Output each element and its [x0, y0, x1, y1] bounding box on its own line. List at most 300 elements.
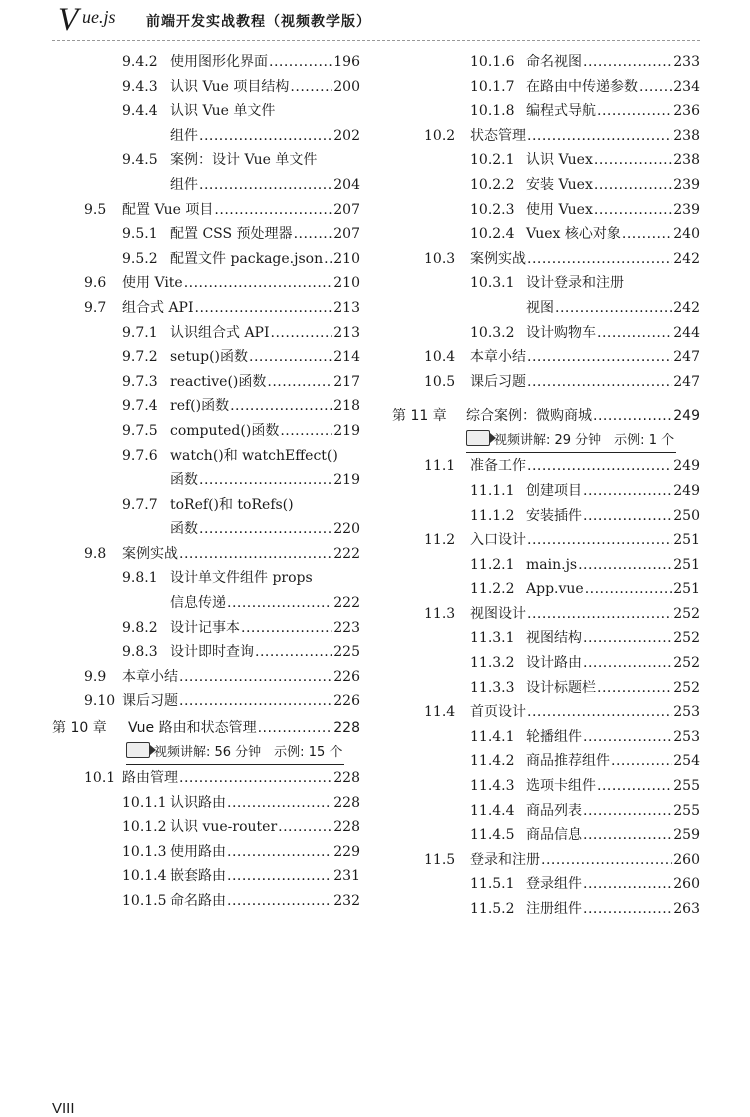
page-ref: 236 [673, 103, 700, 120]
toc-entry [526, 173, 700, 198]
section-number: 9.8 [84, 545, 107, 562]
video-info-row [52, 742, 360, 766]
dot-leader [199, 468, 332, 493]
page-ref: 242 [673, 299, 700, 316]
section-number: 10.2.2 [470, 176, 515, 193]
section-number: 10.3.2 [470, 324, 515, 341]
toc-entry-row [392, 577, 700, 602]
dot-leader [594, 198, 672, 223]
toc-entry-row [52, 296, 360, 321]
toc-right-column [392, 50, 700, 922]
video-info [466, 430, 676, 453]
toc-entry [170, 173, 360, 198]
page-ref: 228 [333, 720, 360, 737]
section-number: 11.4.1 [470, 728, 515, 745]
toc-entry [526, 271, 625, 296]
toc-entry [170, 345, 360, 370]
page-ref: 207 [333, 201, 360, 218]
section-number: 10.2.3 [470, 201, 515, 218]
dot-leader [269, 50, 332, 75]
toc-entry [526, 872, 700, 897]
toc-entry [470, 700, 700, 725]
section-number: 9.8.2 [122, 619, 158, 636]
section-title: 编程式导航 [526, 103, 596, 120]
section-number: 10.3.1 [470, 275, 515, 292]
page-ref: 253 [673, 704, 700, 721]
toc-entry [526, 774, 700, 799]
page-ref: 263 [673, 901, 700, 917]
dot-leader [179, 689, 332, 714]
section-number: 9.4.2 [122, 54, 158, 70]
toc-entry-row [392, 749, 700, 774]
page-ref: 226 [333, 693, 360, 710]
dot-leader [227, 889, 332, 914]
section-title: 设计标题栏 [526, 679, 596, 696]
section-number: 10.1.1 [122, 794, 167, 811]
toc-entry [470, 247, 700, 272]
toc-entry-row [52, 75, 360, 100]
section-number: 11.3.3 [470, 679, 515, 696]
toc-entry-row [52, 640, 360, 665]
section-number: 11.4 [424, 704, 456, 721]
toc-entry-row [392, 479, 700, 504]
toc-entry [170, 616, 360, 641]
toc-entry-row [392, 700, 700, 725]
toc-entry [170, 50, 360, 75]
dot-leader [594, 173, 672, 198]
toc-left-column [52, 50, 360, 914]
toc-entry-row [52, 815, 360, 840]
toc-entry-row [52, 864, 360, 889]
dot-leader [583, 799, 672, 824]
toc-entry-row [52, 689, 360, 714]
section-number: 11.5.2 [470, 901, 515, 917]
dot-leader [527, 124, 672, 149]
section-title: 函数 [170, 472, 198, 489]
section-number: 9.4.5 [122, 152, 158, 169]
section-title: computed()函数 [170, 422, 280, 439]
toc-entry [526, 504, 700, 529]
section-number: 11.4.3 [470, 778, 515, 795]
header-divider [52, 40, 700, 41]
section-number: 10.1.5 [122, 893, 167, 909]
section-title: 课后习题 [122, 693, 178, 710]
dot-leader [527, 247, 672, 272]
section-title: 案例实战 [122, 545, 178, 562]
section-title: 设计路由 [526, 655, 582, 672]
section-title: 轮播组件 [526, 728, 582, 745]
section-title: 状态管理 [470, 127, 526, 144]
toc-entry [526, 75, 700, 100]
toc-entry-row [392, 124, 700, 149]
dot-leader [324, 247, 332, 272]
toc-entry-row [392, 799, 700, 824]
page-ref: 255 [673, 778, 700, 795]
section-number: 9.5 [84, 201, 107, 218]
section-number: 9.7.7 [122, 496, 158, 513]
page-ref: 250 [673, 507, 700, 524]
section-number: 10.1.7 [470, 78, 515, 95]
section-number: 9.7.6 [122, 447, 158, 464]
section-number: 11.2.1 [470, 556, 515, 573]
toc-entry [470, 848, 700, 873]
page-ref: 238 [673, 127, 700, 144]
toc-entry [470, 370, 700, 395]
page-ref: 252 [673, 679, 700, 696]
toc-entry [170, 247, 360, 272]
section-number: 9.7.5 [122, 422, 158, 439]
section-title: watch()和 watchEffect() [170, 447, 338, 464]
toc-entry [170, 591, 360, 616]
toc-entry [526, 626, 700, 651]
dot-leader [527, 370, 672, 395]
page-ref: 251 [673, 532, 700, 549]
toc-entry [526, 676, 700, 701]
toc-entry-row [392, 345, 700, 370]
video-info-text: 视频讲解: 56 分钟 示例: 15 个 [154, 745, 343, 761]
page-ref: 219 [333, 472, 360, 489]
dot-leader [585, 577, 673, 602]
dot-leader [583, 626, 672, 651]
dot-leader [583, 504, 672, 529]
page-ref: 260 [673, 851, 700, 868]
toc-entry-row [52, 493, 360, 518]
section-title: 路由管理 [122, 770, 178, 787]
dot-leader [278, 815, 332, 840]
toc-entry-row [392, 602, 700, 627]
section-title: 设计即时查询 [170, 644, 254, 661]
toc-entry-row [392, 370, 700, 395]
section-title: 入口设计 [470, 532, 526, 549]
section-title: 商品信息 [526, 827, 582, 844]
toc-entry-row [52, 394, 360, 419]
toc-entry [526, 148, 700, 173]
section-number: 10.2.1 [470, 152, 515, 169]
page-ref: 222 [333, 595, 360, 612]
toc-entry [170, 791, 360, 816]
section-number: 9.7.4 [122, 398, 158, 415]
toc-entry-row [392, 872, 700, 897]
dot-leader [578, 553, 672, 578]
toc-entry [526, 296, 700, 321]
page-ref: 213 [333, 299, 360, 316]
toc-entry [526, 799, 700, 824]
section-number: 9.7.3 [122, 373, 158, 390]
page-ref: 254 [673, 753, 700, 770]
dot-leader [527, 700, 672, 725]
toc-entry [170, 419, 360, 444]
section-title: 组合式 API [122, 299, 194, 316]
toc-entry-row [392, 774, 700, 799]
section-title: 案例实战 [470, 250, 526, 267]
section-number: 9.7 [84, 299, 107, 316]
section-title: 配置 Vue 项目 [122, 201, 214, 218]
dot-leader [611, 749, 672, 774]
section-number: 9.9 [84, 668, 107, 685]
toc-entry-row [52, 148, 360, 173]
toc-entry [170, 124, 360, 149]
section-number: 10.1.4 [122, 868, 167, 885]
dot-leader [527, 528, 672, 553]
toc-entry-row [392, 99, 700, 124]
toc-entry [170, 394, 360, 419]
dot-leader [639, 75, 672, 100]
section-number: 11.5.1 [470, 876, 515, 893]
page-ref: 247 [673, 373, 700, 390]
toc-entry-row [392, 296, 700, 321]
toc-entry [170, 99, 276, 124]
toc-entry [122, 665, 360, 690]
toc-chapter-row [52, 714, 360, 742]
dot-leader [583, 872, 672, 897]
toc-entry [122, 689, 360, 714]
toc-entry-row [52, 321, 360, 346]
brand-name: ue.js [82, 7, 116, 27]
book-series-title: 前端开发实战教程（视频教学版） [146, 14, 371, 30]
section-title: 使用路由 [170, 843, 226, 860]
toc-entry [170, 75, 360, 100]
section-title: 视图设计 [470, 605, 526, 622]
section-number: 11.1 [424, 458, 456, 475]
page-ref: 247 [673, 349, 700, 366]
dot-leader [255, 640, 332, 665]
section-title: 命名路由 [170, 893, 226, 909]
chapter-title: 综合案例：微购商城 [466, 408, 592, 425]
toc-entry-row [392, 75, 700, 100]
dot-leader [230, 394, 332, 419]
dot-leader [227, 840, 332, 865]
toc-entry-row [52, 889, 360, 914]
section-title: 设计单文件组件 props [170, 570, 313, 587]
section-title: 视图 [526, 299, 554, 316]
toc-entry [170, 889, 360, 914]
dot-leader [179, 542, 332, 567]
toc-entry [170, 321, 360, 346]
toc-entry [170, 148, 318, 173]
toc-entry-row [52, 198, 360, 223]
page-ref: 249 [673, 482, 700, 499]
toc-entry-row [392, 454, 700, 479]
section-number: 9.4.3 [122, 78, 158, 95]
dot-leader [527, 454, 672, 479]
toc-entry-row [52, 665, 360, 690]
toc-entry [526, 651, 700, 676]
page-header [52, 0, 700, 42]
dot-leader [290, 75, 332, 100]
toc-entry [170, 566, 314, 591]
page-ref: 253 [673, 728, 700, 745]
section-number: 9.4.4 [122, 103, 158, 120]
toc-entry-row [52, 345, 360, 370]
page-ref: 240 [673, 226, 700, 243]
toc-entry-row [392, 198, 700, 223]
section-title: App.vue [526, 581, 584, 598]
toc-entry [526, 553, 700, 578]
dot-leader [527, 345, 672, 370]
section-title: 认识 Vuex [526, 152, 593, 169]
dot-leader [597, 676, 672, 701]
section-title: 认识组合式 API [170, 324, 270, 341]
section-title: 设计购物车 [526, 324, 596, 341]
page-ref: 225 [333, 644, 360, 661]
toc-entry [122, 198, 360, 223]
page-ref: 210 [333, 250, 360, 267]
page-ref: 242 [673, 250, 700, 267]
section-number: 11.5 [424, 851, 456, 868]
dot-leader [184, 271, 333, 296]
brand-initial: V [58, 2, 79, 38]
page-ref: 223 [333, 619, 360, 636]
dot-leader [199, 124, 332, 149]
dot-leader [227, 591, 332, 616]
section-number: 10.1.8 [470, 103, 515, 120]
toc-entry [470, 528, 700, 553]
section-number: 10.2 [424, 127, 456, 144]
section-title: 信息传递 [170, 595, 226, 612]
toc-entry [470, 124, 700, 149]
toc-entry [526, 50, 700, 75]
toc-entry [170, 370, 360, 395]
section-number: 11.3 [424, 605, 456, 622]
section-title: 配置 CSS 预处理器 [170, 226, 293, 243]
toc-entry-row [52, 222, 360, 247]
section-title: 设计登录和注册 [526, 275, 624, 292]
toc-entry [526, 725, 700, 750]
toc-entry-row [392, 528, 700, 553]
dot-leader [597, 99, 672, 124]
page-ref: 214 [333, 349, 360, 366]
dot-leader [583, 823, 672, 848]
section-title: 案例：设计 Vue 单文件 [170, 152, 318, 169]
section-title: 商品推荐组件 [526, 753, 610, 770]
toc-entry-row [52, 124, 360, 149]
section-title: ref()函数 [170, 398, 230, 415]
toc-entry [526, 99, 700, 124]
toc-entry-row [392, 271, 700, 296]
dot-leader [280, 419, 332, 444]
toc-entry-row [392, 626, 700, 651]
section-title: 认识路由 [170, 794, 226, 811]
section-title: 视图结构 [526, 630, 582, 647]
toc-entry [170, 444, 339, 469]
section-number: 10.3 [424, 250, 456, 267]
page-ref: 239 [673, 201, 700, 218]
toc-entry [526, 321, 700, 346]
section-number: 11.3.2 [470, 655, 515, 672]
video-camera-icon [126, 742, 150, 758]
section-number: 11.4.2 [470, 753, 515, 770]
page-ref: 238 [673, 152, 700, 169]
toc-entry-row [392, 173, 700, 198]
page-ref: 207 [333, 226, 360, 243]
page-ref: 234 [673, 78, 700, 95]
section-title: 使用 Vuex [526, 201, 593, 218]
video-camera-icon [466, 430, 490, 446]
toc-entry [122, 766, 360, 791]
page-ref: 229 [333, 843, 360, 860]
dot-leader [227, 864, 332, 889]
page-ref: 249 [673, 458, 700, 475]
section-title: toRef()和 toRefs() [170, 496, 294, 513]
page-ref: 251 [673, 556, 700, 573]
dot-leader [622, 222, 672, 247]
section-number: 11.4.4 [470, 802, 515, 819]
section-title: 安装插件 [526, 507, 582, 524]
dot-leader [583, 651, 672, 676]
section-title: Vuex 核心对象 [526, 226, 621, 243]
section-number: 10.5 [424, 373, 456, 390]
section-title: 组件 [170, 176, 198, 193]
toc-entry-row [52, 840, 360, 865]
dot-leader [249, 345, 332, 370]
video-info [126, 742, 344, 765]
section-title: 嵌套路由 [170, 868, 226, 885]
toc-entry [170, 640, 360, 665]
page-ref: 217 [333, 373, 360, 390]
section-title: setup()函数 [170, 349, 248, 366]
toc-entry-row [52, 99, 360, 124]
toc-entry-row [52, 271, 360, 296]
dot-leader [294, 222, 333, 247]
dot-leader [179, 665, 332, 690]
section-number: 11.4.5 [470, 827, 515, 844]
toc-entry [526, 479, 700, 504]
section-title: 选项卡组件 [526, 778, 596, 795]
section-number: 11.2.2 [470, 581, 515, 598]
dot-leader [527, 602, 672, 627]
toc-entry-row [52, 247, 360, 272]
page-ref: 232 [333, 893, 360, 909]
page-number: VIII [52, 1100, 75, 1117]
section-title: 设计记事本 [170, 619, 240, 636]
page-ref: 200 [333, 78, 360, 95]
page-ref: 220 [333, 521, 360, 538]
dot-leader [597, 321, 672, 346]
page-ref: 239 [673, 176, 700, 193]
toc-entry-row [52, 419, 360, 444]
section-title: 使用 Vite [122, 275, 183, 292]
toc-entry-row [52, 766, 360, 791]
dot-leader [267, 370, 332, 395]
page-ref: 244 [673, 324, 700, 341]
dot-leader [597, 774, 672, 799]
chapter-number: 第 11 章 [392, 408, 447, 425]
toc-entry [128, 714, 360, 742]
page-ref: 219 [333, 422, 360, 439]
section-title: 商品列表 [526, 802, 582, 819]
page-ref: 202 [333, 127, 360, 144]
toc-entry-row [52, 566, 360, 591]
page-ref: 260 [673, 876, 700, 893]
section-title: 在路由中传递参数 [526, 78, 638, 95]
chapter-title: Vue 路由和状态管理 [128, 720, 257, 737]
toc-entry-row [52, 591, 360, 616]
page-ref: 249 [673, 408, 700, 425]
toc-entry-row [52, 370, 360, 395]
section-number: 11.1.2 [470, 507, 515, 524]
toc-entry-row [392, 897, 700, 922]
section-title: 创建项目 [526, 482, 582, 499]
toc-entry [526, 823, 700, 848]
section-number: 9.8.3 [122, 644, 158, 661]
section-number: 11.3.1 [470, 630, 515, 647]
toc-entry-row [52, 542, 360, 567]
section-number: 11.2 [424, 532, 456, 549]
toc-entry-row [52, 468, 360, 493]
toc-entry [526, 198, 700, 223]
section-title: reactive()函数 [170, 373, 267, 390]
toc-chapter-row [392, 402, 700, 430]
